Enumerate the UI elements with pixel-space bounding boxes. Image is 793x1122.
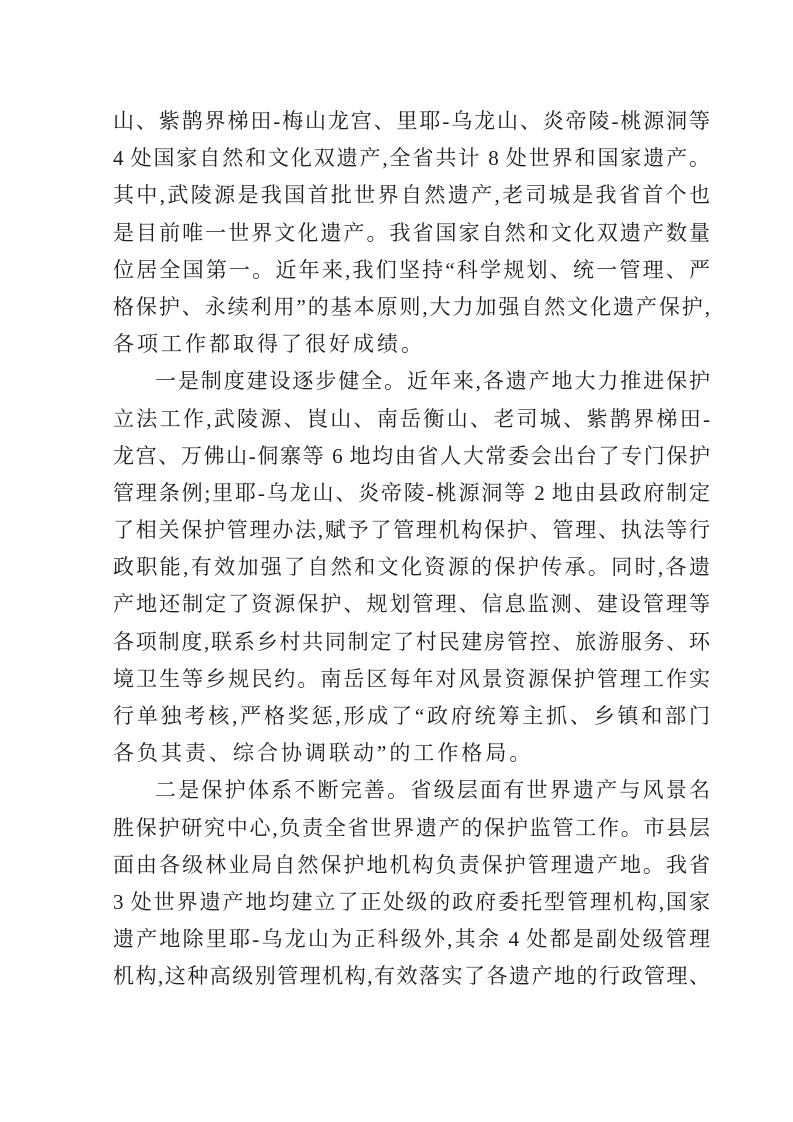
text-line: 3 处世界遗产地均建立了正处级的政府委托型管理机构,国家: [113, 889, 710, 914]
text-line: 机构,这种高级别管理机构,有效落实了各遗产地的行政管理、: [113, 964, 710, 989]
text-line: 政职能,有效加强了自然和文化资源的保护传承。同时,各遗: [113, 555, 710, 580]
text-line: 其中,武陵源是我国首批世界自然遗产,老司城是我省首个也: [113, 183, 710, 208]
text-line-paragraph-start: 一是制度建设逐步健全。近年来,各遗产地大力推进保护: [155, 369, 710, 394]
document-text-block: [113, 103, 710, 996]
text-line: 行单独考核,严格奖惩,形成了“政府统筹主抓、乡镇和部门: [113, 704, 710, 728]
text-line: 龙宫、万佛山-侗寨等 6 地均由省人大常委会出台了专门保护: [113, 443, 710, 468]
text-line: 遗产地除里耶-乌龙山为正科级外,其余 4 处都是副处级管理: [113, 927, 710, 952]
text-line: 各项制度,联系乡村共同制定了村民建房管控、旅游服务、环: [113, 629, 710, 654]
text-line: 各负其责、综合协调联动”的工作格局。: [113, 741, 534, 766]
text-line: 位居全国第一。近年来,我们坚持“科学规划、统一管理、严: [113, 257, 710, 282]
text-line: 境卫生等乡规民约。南岳区每年对风景资源保护管理工作实: [113, 666, 710, 691]
text-line: 面由各级林业局自然保护地机构负责保护管理遗产地。我省: [113, 852, 710, 877]
text-line: 了相关保护管理办法,赋予了管理机构保护、管理、执法等行: [113, 518, 710, 543]
text-line: 胜保护研究中心,负责全省世界遗产的保护监管工作。市县层: [113, 815, 710, 840]
text-line: 管理条例;里耶-乌龙山、炎帝陵-桃源洞等 2 地由县政府制定: [113, 480, 710, 505]
text-line-paragraph-start: 二是保护体系不断完善。省级层面有世界遗产与风景名: [155, 778, 710, 803]
text-line: 山、紫鹊界梯田-梅山龙宫、里耶-乌龙山、炎帝陵-桃源洞等: [113, 109, 710, 133]
text-line: 立法工作,武陵源、崀山、南岳衡山、老司城、紫鹊界梯田-: [113, 406, 710, 431]
text-line: 格保护、永续利用”的基本原则,大力加强自然文化遗产保护,: [113, 294, 710, 319]
text-line: 是目前唯一世界文化遗产。我省国家自然和文化双遗产数量: [113, 220, 710, 245]
text-line: 产地还制定了资源保护、规划管理、信息监测、建设管理等: [113, 592, 710, 617]
text-line: 各项工作都取得了很好成绩。: [113, 332, 425, 357]
text-line: 4 处国家自然和文化双遗产,全省共计 8 处世界和国家遗产。: [113, 146, 710, 171]
